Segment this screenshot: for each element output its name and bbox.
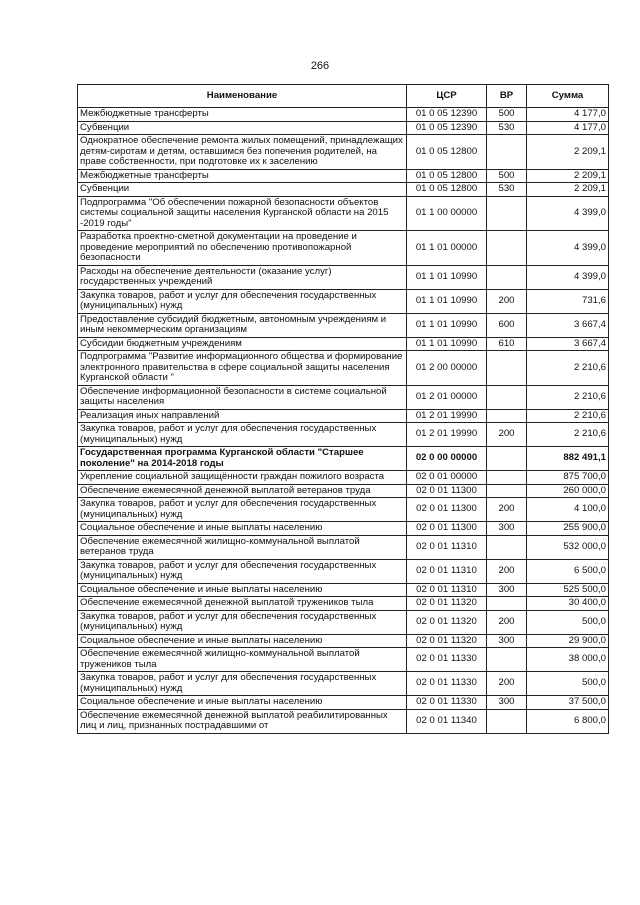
- row-vr: 500: [487, 108, 527, 122]
- row-sum: 37 500,0: [527, 696, 609, 710]
- row-vr: 600: [487, 313, 527, 337]
- row-sum: 38 000,0: [527, 648, 609, 672]
- row-csr: 01 1 01 00000: [407, 231, 487, 266]
- row-sum: 30 400,0: [527, 597, 609, 611]
- header-csr: ЦСР: [407, 85, 487, 108]
- row-vr: [487, 135, 527, 170]
- row-csr: 02 0 00 00000: [407, 447, 487, 471]
- row-csr: 02 0 01 11320: [407, 610, 487, 634]
- row-csr: 02 0 01 00000: [407, 471, 487, 485]
- table-row: [78, 522, 609, 536]
- row-vr: [487, 351, 527, 386]
- row-csr: 02 0 01 11320: [407, 597, 487, 611]
- row-sum: 4 177,0: [527, 108, 609, 122]
- row-name: Социальное обеспечение и иные выплаты населению: [78, 634, 407, 648]
- row-csr: 02 0 01 11340: [407, 709, 487, 733]
- row-name: Подпрограмма "Развитие информационного общества и формирование электронного правительства в сфере социальной защиты населения Курганской области ": [78, 351, 407, 386]
- row-sum: 2 210,6: [527, 409, 609, 423]
- row-name: Расходы на обеспечение деятельности (оказание услуг) государственных учреждений: [78, 265, 407, 289]
- row-name: Обеспечение информационной безопасности в системе социальной защиты населения: [78, 385, 407, 409]
- row-sum: 2 210,6: [527, 423, 609, 447]
- row-sum: 500,0: [527, 672, 609, 696]
- table-row: [78, 385, 609, 409]
- table-row: [78, 108, 609, 122]
- row-csr: 01 0 05 12800: [407, 183, 487, 197]
- row-name: Закупка товаров, работ и услуг для обеспечения государственных (муниципальных) нужд: [78, 559, 407, 583]
- row-sum: 260 000,0: [527, 484, 609, 498]
- row-csr: 02 0 01 11300: [407, 484, 487, 498]
- row-name: Разработка проектно-сметной документации на проведение и проведение мероприятий по обеспечению противопожарной безопасности: [78, 231, 407, 266]
- row-name: Межбюджетные трансферты: [78, 108, 407, 122]
- row-sum: 2 210,6: [527, 385, 609, 409]
- header-vr: ВР: [487, 85, 527, 108]
- row-name: Субвенции: [78, 121, 407, 135]
- row-vr: 200: [487, 610, 527, 634]
- row-csr: 02 0 01 11330: [407, 672, 487, 696]
- row-csr: 02 0 01 11310: [407, 559, 487, 583]
- row-sum: 4 399,0: [527, 196, 609, 231]
- row-csr: 01 0 05 12390: [407, 108, 487, 122]
- row-name: Социальное обеспечение и иные выплаты населению: [78, 522, 407, 536]
- row-name: Межбюджетные трансферты: [78, 169, 407, 183]
- row-name: Субсидии бюджетным учреждениям: [78, 337, 407, 351]
- row-sum: 4 399,0: [527, 265, 609, 289]
- row-csr: 01 2 00 00000: [407, 351, 487, 386]
- table-header-row: [78, 85, 609, 108]
- table-row: [78, 265, 609, 289]
- table-row: [78, 196, 609, 231]
- row-sum: 6 500,0: [527, 559, 609, 583]
- row-sum: 3 667,4: [527, 313, 609, 337]
- row-name: Закупка товаров, работ и услуг для обеспечения государственных (муниципальных) нужд: [78, 498, 407, 522]
- table-row: [78, 423, 609, 447]
- row-csr: 01 0 05 12800: [407, 169, 487, 183]
- row-sum: 29 900,0: [527, 634, 609, 648]
- row-csr: 01 0 05 12800: [407, 135, 487, 170]
- row-sum: 3 667,4: [527, 337, 609, 351]
- row-vr: 500: [487, 169, 527, 183]
- row-csr: 02 0 01 11300: [407, 522, 487, 536]
- row-name: Закупка товаров, работ и услуг для обеспечения государственных (муниципальных) нужд: [78, 672, 407, 696]
- row-name: Обеспечение ежемесячной денежной выплатой тружеников тыла: [78, 597, 407, 611]
- row-vr: 300: [487, 583, 527, 597]
- table-row: [78, 535, 609, 559]
- table-row: [78, 169, 609, 183]
- row-csr: 01 1 01 10990: [407, 313, 487, 337]
- table-row: [78, 597, 609, 611]
- header-name: Наименование: [78, 85, 407, 108]
- row-sum: 882 491,1: [527, 447, 609, 471]
- row-vr: [487, 409, 527, 423]
- row-name: Предоставление субсидий бюджетным, автономным учреждениям и иным некоммерческим организациям: [78, 313, 407, 337]
- table-row: [78, 610, 609, 634]
- table-row: [78, 498, 609, 522]
- row-vr: 300: [487, 634, 527, 648]
- row-vr: [487, 265, 527, 289]
- row-name: Обеспечение ежемесячной денежной выплатой ветеранов труда: [78, 484, 407, 498]
- row-sum: 4 177,0: [527, 121, 609, 135]
- row-csr: 01 1 01 10990: [407, 337, 487, 351]
- row-name: Социальное обеспечение и иные выплаты населению: [78, 583, 407, 597]
- table-row: [78, 447, 609, 471]
- row-vr: [487, 709, 527, 733]
- table-row: [78, 559, 609, 583]
- table-row: [78, 351, 609, 386]
- row-csr: 01 2 01 19990: [407, 423, 487, 447]
- row-sum: 875 700,0: [527, 471, 609, 485]
- row-vr: [487, 648, 527, 672]
- row-vr: 300: [487, 696, 527, 710]
- row-name: Государственная программа Курганской области "Старшее поколение" на 2014-2018 годы: [78, 447, 407, 471]
- row-name: Обеспечение ежемесячной жилищно-коммунальной выплатой ветеранов труда: [78, 535, 407, 559]
- table-row: [78, 231, 609, 266]
- table-row: [78, 648, 609, 672]
- table-row: [78, 709, 609, 733]
- row-vr: [487, 535, 527, 559]
- page-number: 266: [310, 60, 330, 72]
- table-row: [78, 135, 609, 170]
- row-name: Реализация иных направлений: [78, 409, 407, 423]
- row-csr: 01 2 01 19990: [407, 409, 487, 423]
- table-row: [78, 183, 609, 197]
- table-row: [78, 696, 609, 710]
- row-csr: 01 1 01 10990: [407, 265, 487, 289]
- row-vr: 300: [487, 522, 527, 536]
- row-csr: 01 2 01 00000: [407, 385, 487, 409]
- budget-table: [77, 84, 609, 734]
- row-vr: [487, 385, 527, 409]
- header-sum: Сумма: [527, 85, 609, 108]
- row-vr: 200: [487, 289, 527, 313]
- row-vr: 610: [487, 337, 527, 351]
- table-row: [78, 337, 609, 351]
- row-vr: [487, 447, 527, 471]
- row-vr: 200: [487, 423, 527, 447]
- row-sum: 2 209,1: [527, 135, 609, 170]
- row-sum: 2 210,6: [527, 351, 609, 386]
- row-csr: 02 0 01 11310: [407, 583, 487, 597]
- table-body: [78, 108, 609, 734]
- row-sum: 6 800,0: [527, 709, 609, 733]
- row-name: Обеспечение ежемесячной жилищно-коммунальной выплатой тружеников тыла: [78, 648, 407, 672]
- row-csr: 01 0 05 12390: [407, 121, 487, 135]
- row-sum: 532 000,0: [527, 535, 609, 559]
- row-name: Закупка товаров, работ и услуг для обеспечения государственных (муниципальных) нужд: [78, 289, 407, 313]
- row-vr: 530: [487, 183, 527, 197]
- row-name: Закупка товаров, работ и услуг для обеспечения государственных (муниципальных) нужд: [78, 423, 407, 447]
- row-vr: 530: [487, 121, 527, 135]
- row-vr: [487, 231, 527, 266]
- row-name: Субвенции: [78, 183, 407, 197]
- table-row: [78, 672, 609, 696]
- row-sum: 500,0: [527, 610, 609, 634]
- row-csr: 01 1 01 10990: [407, 289, 487, 313]
- table-row: [78, 289, 609, 313]
- table-row: [78, 471, 609, 485]
- row-csr: 02 0 01 11300: [407, 498, 487, 522]
- row-sum: 4 100,0: [527, 498, 609, 522]
- row-csr: 01 1 00 00000: [407, 196, 487, 231]
- row-name: Закупка товаров, работ и услуг для обеспечения государственных (муниципальных) нужд: [78, 610, 407, 634]
- table-row: [78, 484, 609, 498]
- row-vr: [487, 484, 527, 498]
- table-row: [78, 409, 609, 423]
- row-vr: [487, 471, 527, 485]
- row-name: Подпрограмма "Об обеспечении пожарной безопасности объектов системы социальной защиты населения Курганской области на 2015 -2019 годы": [78, 196, 407, 231]
- row-csr: 02 0 01 11320: [407, 634, 487, 648]
- row-vr: [487, 597, 527, 611]
- row-sum: 255 900,0: [527, 522, 609, 536]
- row-name: Обеспечение ежемесячной денежной выплатой реабилитированных лиц и лиц, признанных пострадавшими от: [78, 709, 407, 733]
- table-row: [78, 583, 609, 597]
- row-sum: 525 500,0: [527, 583, 609, 597]
- row-name: Укрепление социальной защищённости граждан пожилого возраста: [78, 471, 407, 485]
- row-name: Социальное обеспечение и иные выплаты населению: [78, 696, 407, 710]
- row-sum: 731,6: [527, 289, 609, 313]
- table-row: [78, 121, 609, 135]
- row-vr: [487, 196, 527, 231]
- row-sum: 4 399,0: [527, 231, 609, 266]
- row-vr: 200: [487, 498, 527, 522]
- row-vr: 200: [487, 559, 527, 583]
- row-csr: 02 0 01 11330: [407, 696, 487, 710]
- table-row: [78, 313, 609, 337]
- row-csr: 02 0 01 11310: [407, 535, 487, 559]
- row-vr: 200: [487, 672, 527, 696]
- row-sum: 2 209,1: [527, 183, 609, 197]
- row-csr: 02 0 01 11330: [407, 648, 487, 672]
- row-sum: 2 209,1: [527, 169, 609, 183]
- row-name: Однократное обеспечение ремонта жилых помещений, принадлежащих детям-сиротам и детям, оставшимся без попечения родителей, на праве собственности, при подготовке их к заселению: [78, 135, 407, 170]
- table-row: [78, 634, 609, 648]
